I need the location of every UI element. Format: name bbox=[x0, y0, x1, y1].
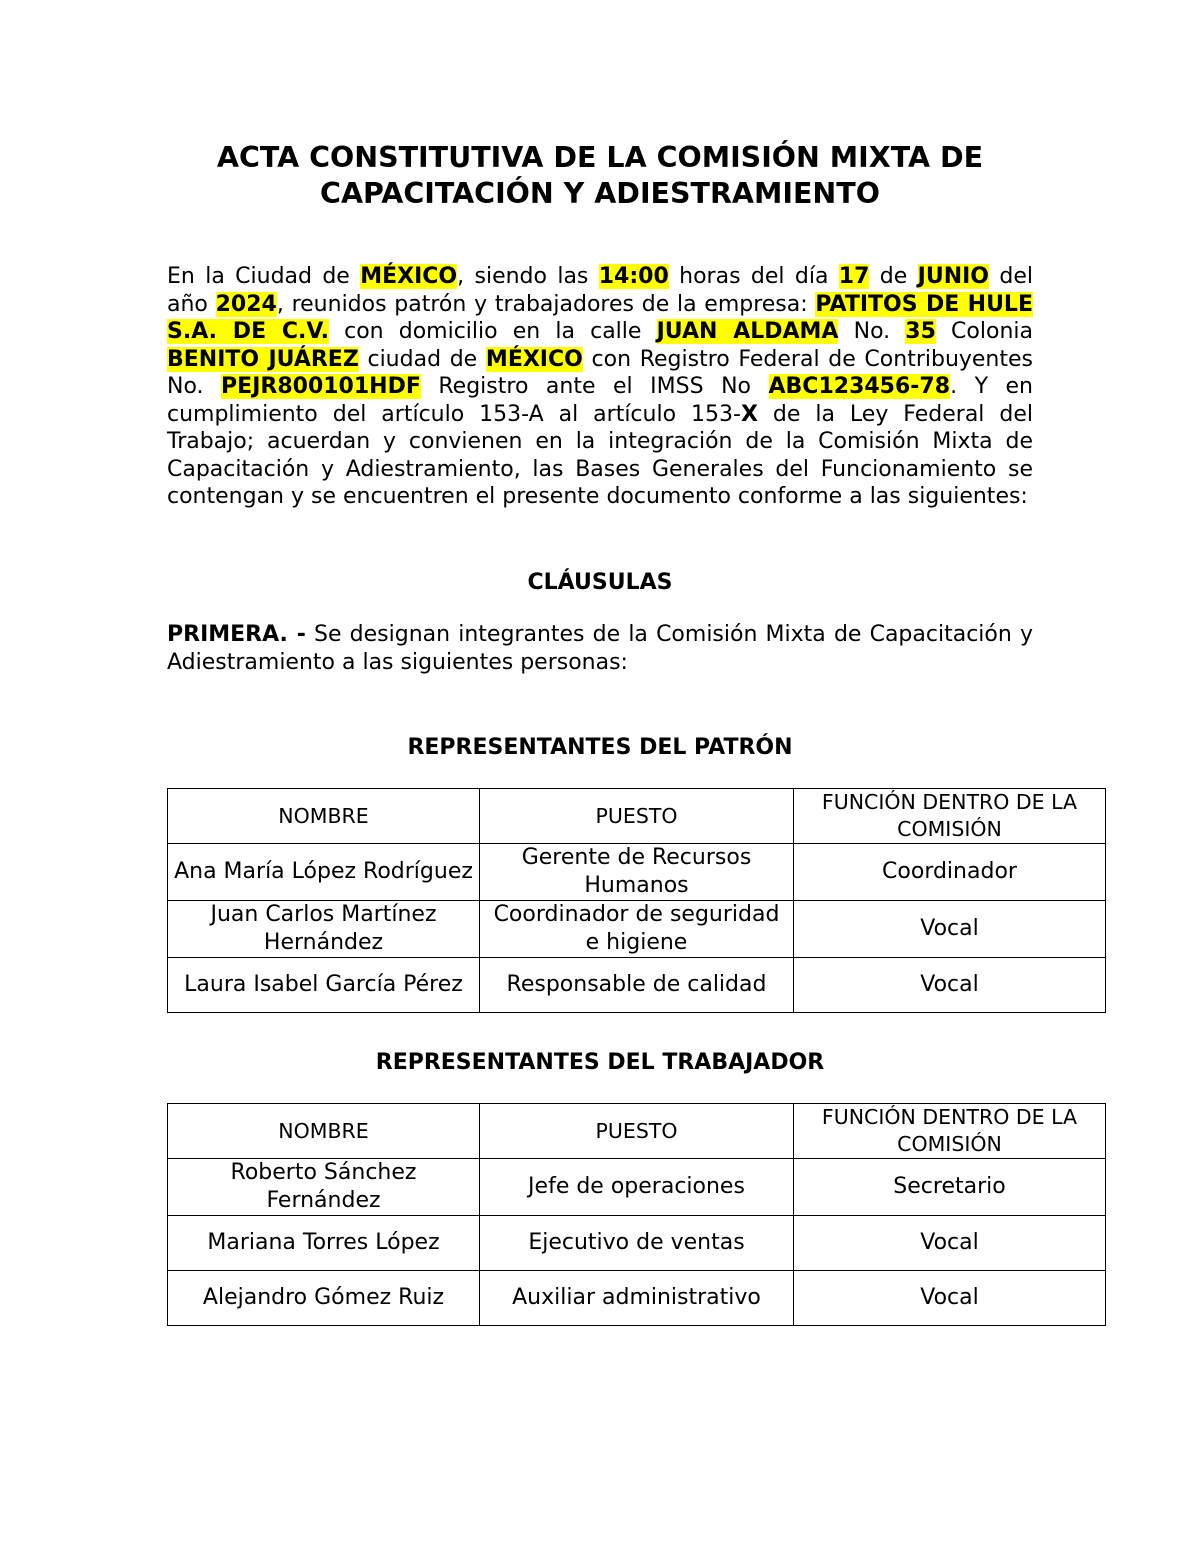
intro-text: ciudad de bbox=[358, 346, 486, 372]
cell-nombre: Mariana Torres López bbox=[168, 1216, 480, 1271]
field-colonia: BENITO JUÁREZ bbox=[167, 346, 359, 372]
intro-text: horas del día bbox=[668, 264, 839, 289]
cell-funcion: Vocal bbox=[794, 901, 1106, 958]
cell-puesto: Responsable de calidad bbox=[480, 958, 794, 1013]
table-row bbox=[168, 1216, 1106, 1271]
column-header: NOMBRE bbox=[168, 789, 480, 844]
clause-primera bbox=[167, 621, 1033, 677]
trabajador-table bbox=[167, 1103, 1106, 1326]
cell-funcion: Vocal bbox=[794, 1271, 1106, 1326]
cell-nombre: Laura Isabel García Pérez bbox=[168, 958, 480, 1013]
cell-funcion: Coordinador bbox=[794, 844, 1106, 901]
intro-text: En la Ciudad de bbox=[167, 264, 361, 289]
field-rfc: PEJR800101HDF bbox=[221, 374, 421, 399]
field-day: 17 bbox=[838, 264, 870, 289]
table-row bbox=[168, 1159, 1106, 1216]
clause-text: Se designan integrantes de la Comisión Mixta de Capacitación y Adiestramiento a las siguientes personas: bbox=[167, 622, 1033, 675]
cell-funcion: Vocal bbox=[794, 1216, 1106, 1271]
article-suffix: X bbox=[740, 401, 758, 427]
cell-puesto: Jefe de operaciones bbox=[480, 1159, 794, 1216]
field-month: JUNIO bbox=[917, 264, 990, 289]
clause-label: PRIMERA. - bbox=[167, 622, 306, 647]
column-header: PUESTO bbox=[480, 1104, 794, 1159]
intro-text: del año bbox=[167, 264, 1033, 317]
column-header: FUNCIÓN DENTRO DE LA COMISIÓN bbox=[794, 1104, 1106, 1159]
intro-text: , reunidos patrón y trabajadores de la empresa: bbox=[276, 291, 816, 317]
intro-text: Registro ante el IMSS No bbox=[420, 374, 769, 399]
intro-text: de la Ley Federal del Trabajo; acuerdan y convienen en la integración de la Comisión Mixta de Capacitación y Adiestramiento, las Bases Generales del Funcionamiento se contengan y se encuentren el presente documento conforme a las siguientes: bbox=[167, 401, 1034, 509]
cell-funcion: Secretario bbox=[794, 1159, 1106, 1216]
patron-heading: REPRESENTANTES DEL PATRÓN bbox=[407, 735, 793, 760]
cell-puesto: Auxiliar administrativo bbox=[480, 1271, 794, 1326]
table-header-row bbox=[168, 789, 1106, 844]
field-street: JUAN ALDAMA bbox=[656, 319, 839, 344]
intro-text: . Y en cumplimiento del artículo 153-A al artículo 153- bbox=[167, 374, 1033, 427]
cell-nombre: Roberto Sánchez Fernández bbox=[168, 1159, 480, 1216]
cell-puesto: Coordinador de seguridad e higiene bbox=[480, 901, 794, 958]
column-header: PUESTO bbox=[480, 789, 794, 844]
table-row bbox=[168, 1271, 1106, 1326]
intro-text: Colonia bbox=[935, 319, 1033, 344]
field-city: MÉXICO bbox=[360, 264, 458, 289]
trabajador-heading: REPRESENTANTES DEL TRABAJADOR bbox=[375, 1050, 825, 1075]
cell-nombre: Alejandro Gómez Ruiz bbox=[168, 1271, 480, 1326]
field-imss: ABC123456-78 bbox=[768, 374, 951, 399]
field-time: 14:00 bbox=[598, 264, 669, 289]
field-city-2: MÉXICO bbox=[485, 346, 583, 372]
patron-table bbox=[167, 788, 1106, 1013]
intro-text: , siendo las bbox=[457, 264, 599, 289]
field-company: PATITOS DE HULE S.A. DE C.V. bbox=[167, 291, 1033, 344]
field-year: 2024 bbox=[215, 291, 277, 317]
table-row bbox=[168, 958, 1106, 1013]
title-line-1: ACTA CONSTITUTIVA DE LA COMISIÓN MIXTA DE bbox=[216, 141, 984, 174]
intro-paragraph bbox=[167, 263, 1033, 511]
table-row bbox=[168, 844, 1106, 901]
column-header: FUNCIÓN DENTRO DE LA COMISIÓN bbox=[794, 789, 1106, 844]
cell-funcion: Vocal bbox=[794, 958, 1106, 1013]
intro-text: No. bbox=[838, 319, 906, 344]
table-row bbox=[168, 901, 1106, 958]
column-header: NOMBRE bbox=[168, 1104, 480, 1159]
cell-puesto: Ejecutivo de ventas bbox=[480, 1216, 794, 1271]
cell-puesto: Gerente de Recursos Humanos bbox=[480, 844, 794, 901]
cell-nombre: Ana María López Rodríguez bbox=[168, 844, 480, 901]
title-line-2: CAPACITACIÓN Y ADIESTRAMIENTO bbox=[320, 177, 880, 210]
intro-text: con domicilio en la calle bbox=[328, 319, 657, 344]
document-title bbox=[167, 140, 1033, 212]
cell-nombre: Juan Carlos Martínez Hernández bbox=[168, 901, 480, 958]
intro-text: con Registro Federal de Contribuyentes No. bbox=[167, 346, 1034, 399]
table-header-row bbox=[168, 1104, 1106, 1159]
field-street-number: 35 bbox=[905, 319, 936, 344]
intro-text: de bbox=[869, 264, 918, 289]
clausulas-heading: CLÁUSULAS bbox=[527, 570, 673, 595]
